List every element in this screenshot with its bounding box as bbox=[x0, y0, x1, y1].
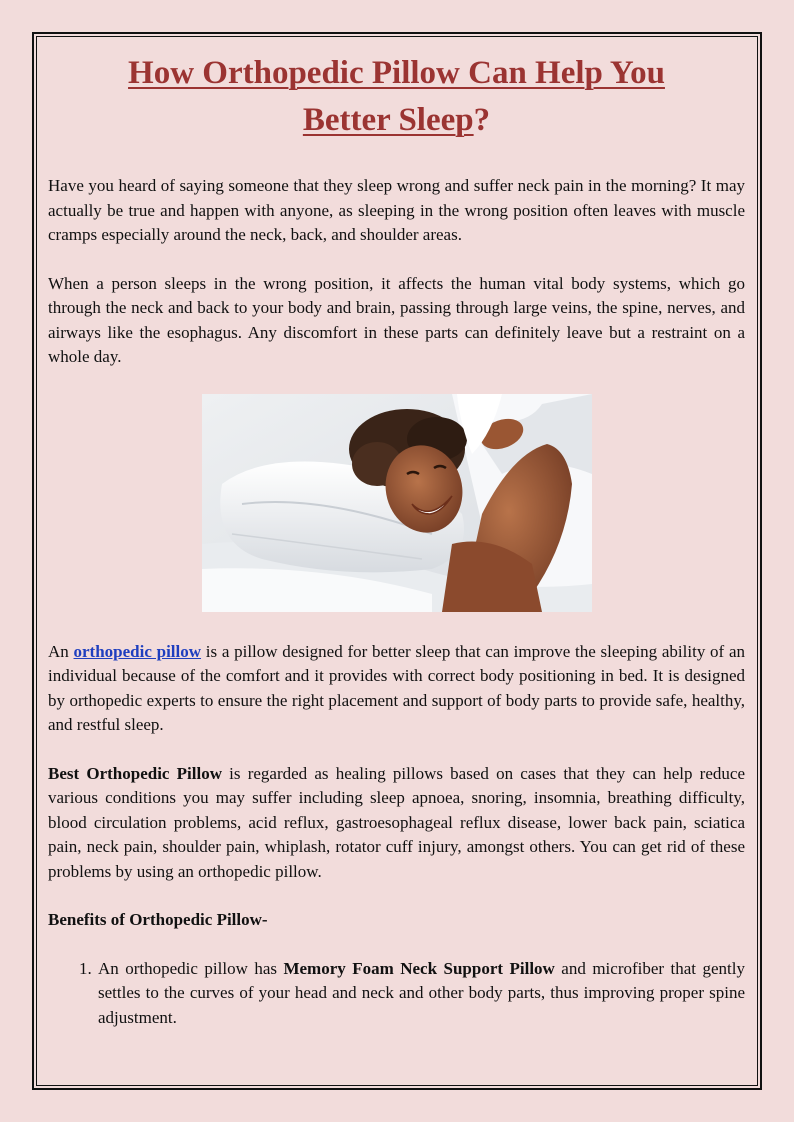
para3-start: An bbox=[48, 641, 74, 661]
para3-rest: is a pillow designed for better sleep that can improve the sleeping ability of an individual because of the comfort and it provides with correct body positioning in bed. It is designed by orthopedic experts to ensure the right placement and support of body parts to provide safe, healthy, and restful sleep. bbox=[48, 641, 745, 734]
paragraph-wrong-position: When a person sleeps in the wrong position, it affects the human vital body systems, which go through the neck and back to your body and brain, passing through large veins, the spine, nerves, and airways like the esophagus. Any discomfort in these parts can definitely leave but a restraint on a whole day. bbox=[48, 273, 745, 366]
para4-rest: is regarded as healing pillows based on cases that they can help reduce various conditions you may suffer including sleep apnoea, snoring, insomnia, breathing difficulty, blood circulation problems, acid reflux, gastroesophageal reflux disease, lower back pain, sciatica pain, neck pain, shoulder pain, whiplash, rotator cuff injury, amongst others. You can get rid of these problems by using an orthopedic pillow. bbox=[48, 763, 745, 881]
article bbox=[48, 48, 745, 1030]
orthopedic-pillow-link[interactable]: orthopedic pillow bbox=[73, 641, 202, 661]
benefits-heading: Benefits of Orthopedic Pillow- bbox=[48, 910, 268, 929]
photo-container bbox=[48, 394, 745, 612]
article-title bbox=[48, 48, 745, 144]
list-item1-start: An orthopedic pillow has bbox=[98, 958, 284, 978]
title-line-2: Better Sleep bbox=[302, 102, 474, 138]
list-item1-bold: Memory Foam Neck Support Pillow bbox=[283, 958, 555, 978]
title-line-1: How Orthopedic Pillow Can Help You bbox=[128, 55, 665, 91]
title-question-mark: ? bbox=[473, 102, 491, 138]
paragraph-best-pillow bbox=[48, 762, 745, 885]
best-orthopedic-pillow-bold: Best Orthopedic Pillow bbox=[48, 763, 222, 783]
list-item bbox=[96, 957, 745, 1031]
benefits-list bbox=[48, 957, 745, 1031]
list-item1-rest: and microfiber that gently settles to the curves of your head and neck and other body parts, thus improving proper spine adjustment. bbox=[98, 958, 745, 1027]
paragraph-orthopedic-pillow bbox=[48, 640, 745, 738]
woman-sleeping-on-pillow-photo bbox=[202, 394, 592, 612]
paragraph-intro: Have you heard of saying someone that they sleep wrong and suffer neck pain in the morning? It may actually be true and happen with anyone, as sleeping in the wrong position often leaves with muscle cramps especially around the neck, back, and shoulder areas. bbox=[48, 176, 745, 244]
